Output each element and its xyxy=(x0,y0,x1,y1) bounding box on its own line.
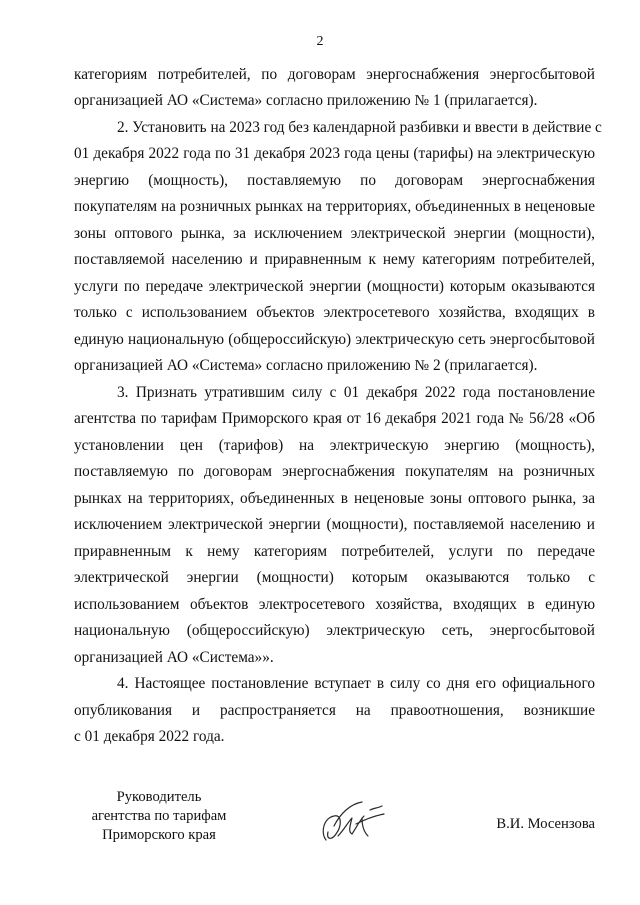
handwritten-signature xyxy=(316,796,390,851)
text-line: опубликования и распространяется на правоотношения, возникшие xyxy=(74,702,595,719)
signer-title xyxy=(74,788,244,845)
text-line: приравненным к нему категориям потребителей, услуги по передаче xyxy=(74,543,595,560)
text-line: только с использованием объектов электросетевого хозяйства, входящих в xyxy=(74,304,595,321)
text-line: услуги по передаче электрической энергии (мощности) которым оказываются xyxy=(74,278,595,295)
text-line: поставляемую по договорам энергоснабжения покупателям на розничных xyxy=(74,463,595,480)
text-line: организацией АО «Система» согласно приложению № 1 (прилагается). xyxy=(74,92,538,109)
text-line: категориям потребителей, по договорам энергоснабжения энергосбытовой xyxy=(74,66,595,83)
text-line: агентства по тарифам Приморского края от 16 декабря 2021 года № 56/28 «Об xyxy=(74,410,595,427)
text-line: организацией АО «Система»». xyxy=(74,649,274,666)
text-line: 4. Настоящее постановление вступает в силу со дня его официального xyxy=(117,675,595,692)
text-line: электрической энергии (мощности) которым оказываются только с xyxy=(74,569,595,586)
text-line: 2. Установить на 2023 год без календарной разбивки и ввести в действие с xyxy=(117,119,602,136)
signer-title-line: агентства по тарифам xyxy=(91,808,227,824)
signer-name: В.И. Мосензова xyxy=(496,816,595,832)
text-line: использованием объектов электросетевого хозяйства, входящих в единую xyxy=(74,596,595,613)
text-line: исключением электрической энергии (мощности), поставляемой населению и xyxy=(74,516,595,533)
text-line: 3. Признать утратившим силу с 01 декабря 2022 года постановление xyxy=(117,384,595,401)
signer-title-line: Приморского края xyxy=(102,827,216,843)
text-line: энергию (мощность), поставляемую по договорам энергоснабжения xyxy=(74,172,595,189)
text-line: покупателям на розничных рынках на территориях, объединенных в неценовые xyxy=(74,198,595,215)
text-line: зоны оптового рынка, за исключением электрической энергии (мощности), xyxy=(74,225,595,242)
text-line: национальную (общероссийскую) электрическую сеть, энергосбытовой xyxy=(74,622,595,639)
page-number: 2 xyxy=(316,34,324,49)
text-line: рынках на территориях, объединенных в неценовые зоны оптового рынка, за xyxy=(74,490,595,507)
text-line: установлении цен (тарифов) на электрическую энергию (мощность), xyxy=(74,437,595,454)
text-line: 01 декабря 2022 года по 31 декабря 2023 года цены (тарифы) на электрическую xyxy=(74,145,595,162)
text-line: единую национальную (общероссийскую) электрическую сеть энергосбытовой xyxy=(74,331,595,348)
signer-title-line: Руководитель xyxy=(116,789,202,805)
text-line: организацией АО «Система» согласно приложению № 2 (прилагается). xyxy=(74,357,538,374)
text-line: с 01 декабря 2022 года. xyxy=(74,728,225,745)
text-line: поставляемой населению и приравненным к нему категориям потребителей, xyxy=(74,251,595,268)
